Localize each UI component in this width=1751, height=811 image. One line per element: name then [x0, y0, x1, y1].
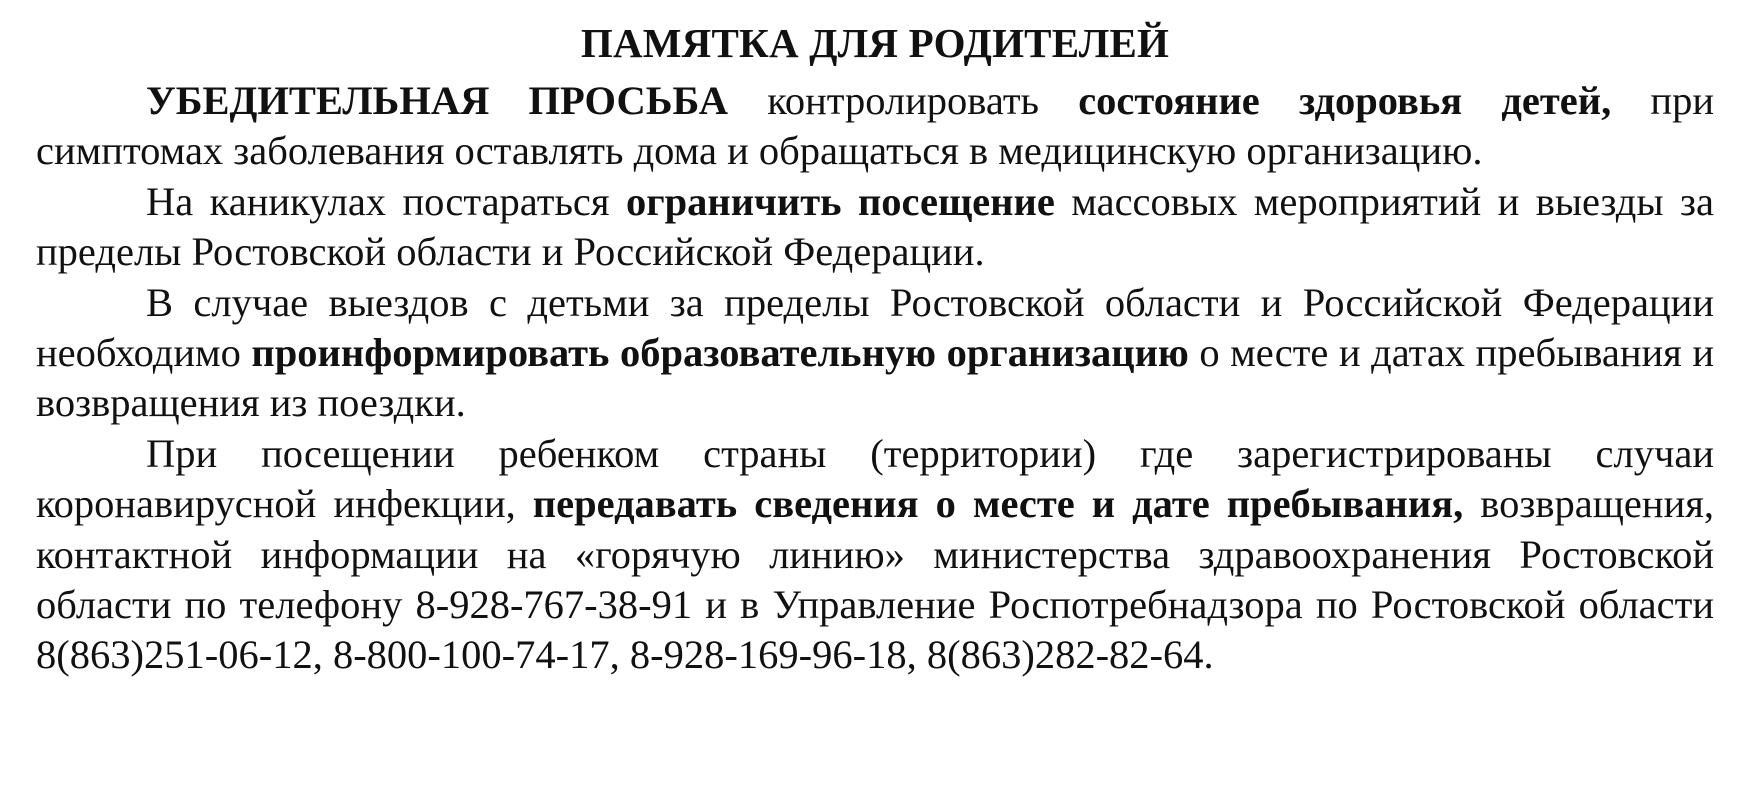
paragraph-1-text-end: при симптомах заболевания оставлять дома и обращаться в медицинскую организацию. — [36, 78, 1714, 174]
paragraph-1-bold-health: состояние здоровья детей, — [1078, 78, 1612, 123]
paragraph-health-control — [36, 76, 1714, 177]
paragraph-4-bold: передавать сведения о месте и дате пребывания, — [532, 481, 1464, 527]
paragraph-vacation-limits — [36, 177, 1714, 278]
paragraph-4-text-end: возвращения, контактной информации на «горячую линию» министерства здравоохранения Ростовской области по телефону 8-928-767-38-91 и в Управление Роспотребнадзора по Ростовской области 8(863)251-06-12, 8-800-100-74-17, 8-928-169-96-18, 8(863)282-82-64. — [36, 481, 1714, 678]
paragraph-4-text: При посещении ребенком страны (территории) где зарегистрированы случаи коронавирусной инфекции, — [36, 430, 1714, 527]
document-title: ПАМЯТКА ДЛЯ РОДИТЕЛЕЙ — [580, 20, 1170, 66]
memo-document — [36, 14, 1714, 681]
paragraph-3-text-end: о месте и датах пребывания и возвращения из поездки. — [36, 330, 1714, 426]
paragraph-3-bold: проинформировать образовательную организацию — [251, 330, 1189, 376]
paragraph-1-bold-lead: УБЕДИТЕЛЬНАЯ ПРОСЬБА — [146, 78, 729, 123]
paragraph-2-text-end: массовых мероприятий и выезды за пределы Ростовской области и Российской Федерации. — [36, 178, 1715, 275]
paragraph-hotline-contacts — [36, 429, 1714, 681]
paragraph-3-text: В случае выездов с детьми за пределы Ростовской области и Российской Федерации необходимо — [36, 279, 1714, 376]
paragraph-2-bold: ограничить посещение — [625, 178, 1055, 224]
paragraph-1-text: контролировать — [728, 78, 1079, 123]
paragraph-2-text: На каникулах постараться — [146, 178, 626, 224]
paragraph-travel-inform — [36, 278, 1714, 429]
